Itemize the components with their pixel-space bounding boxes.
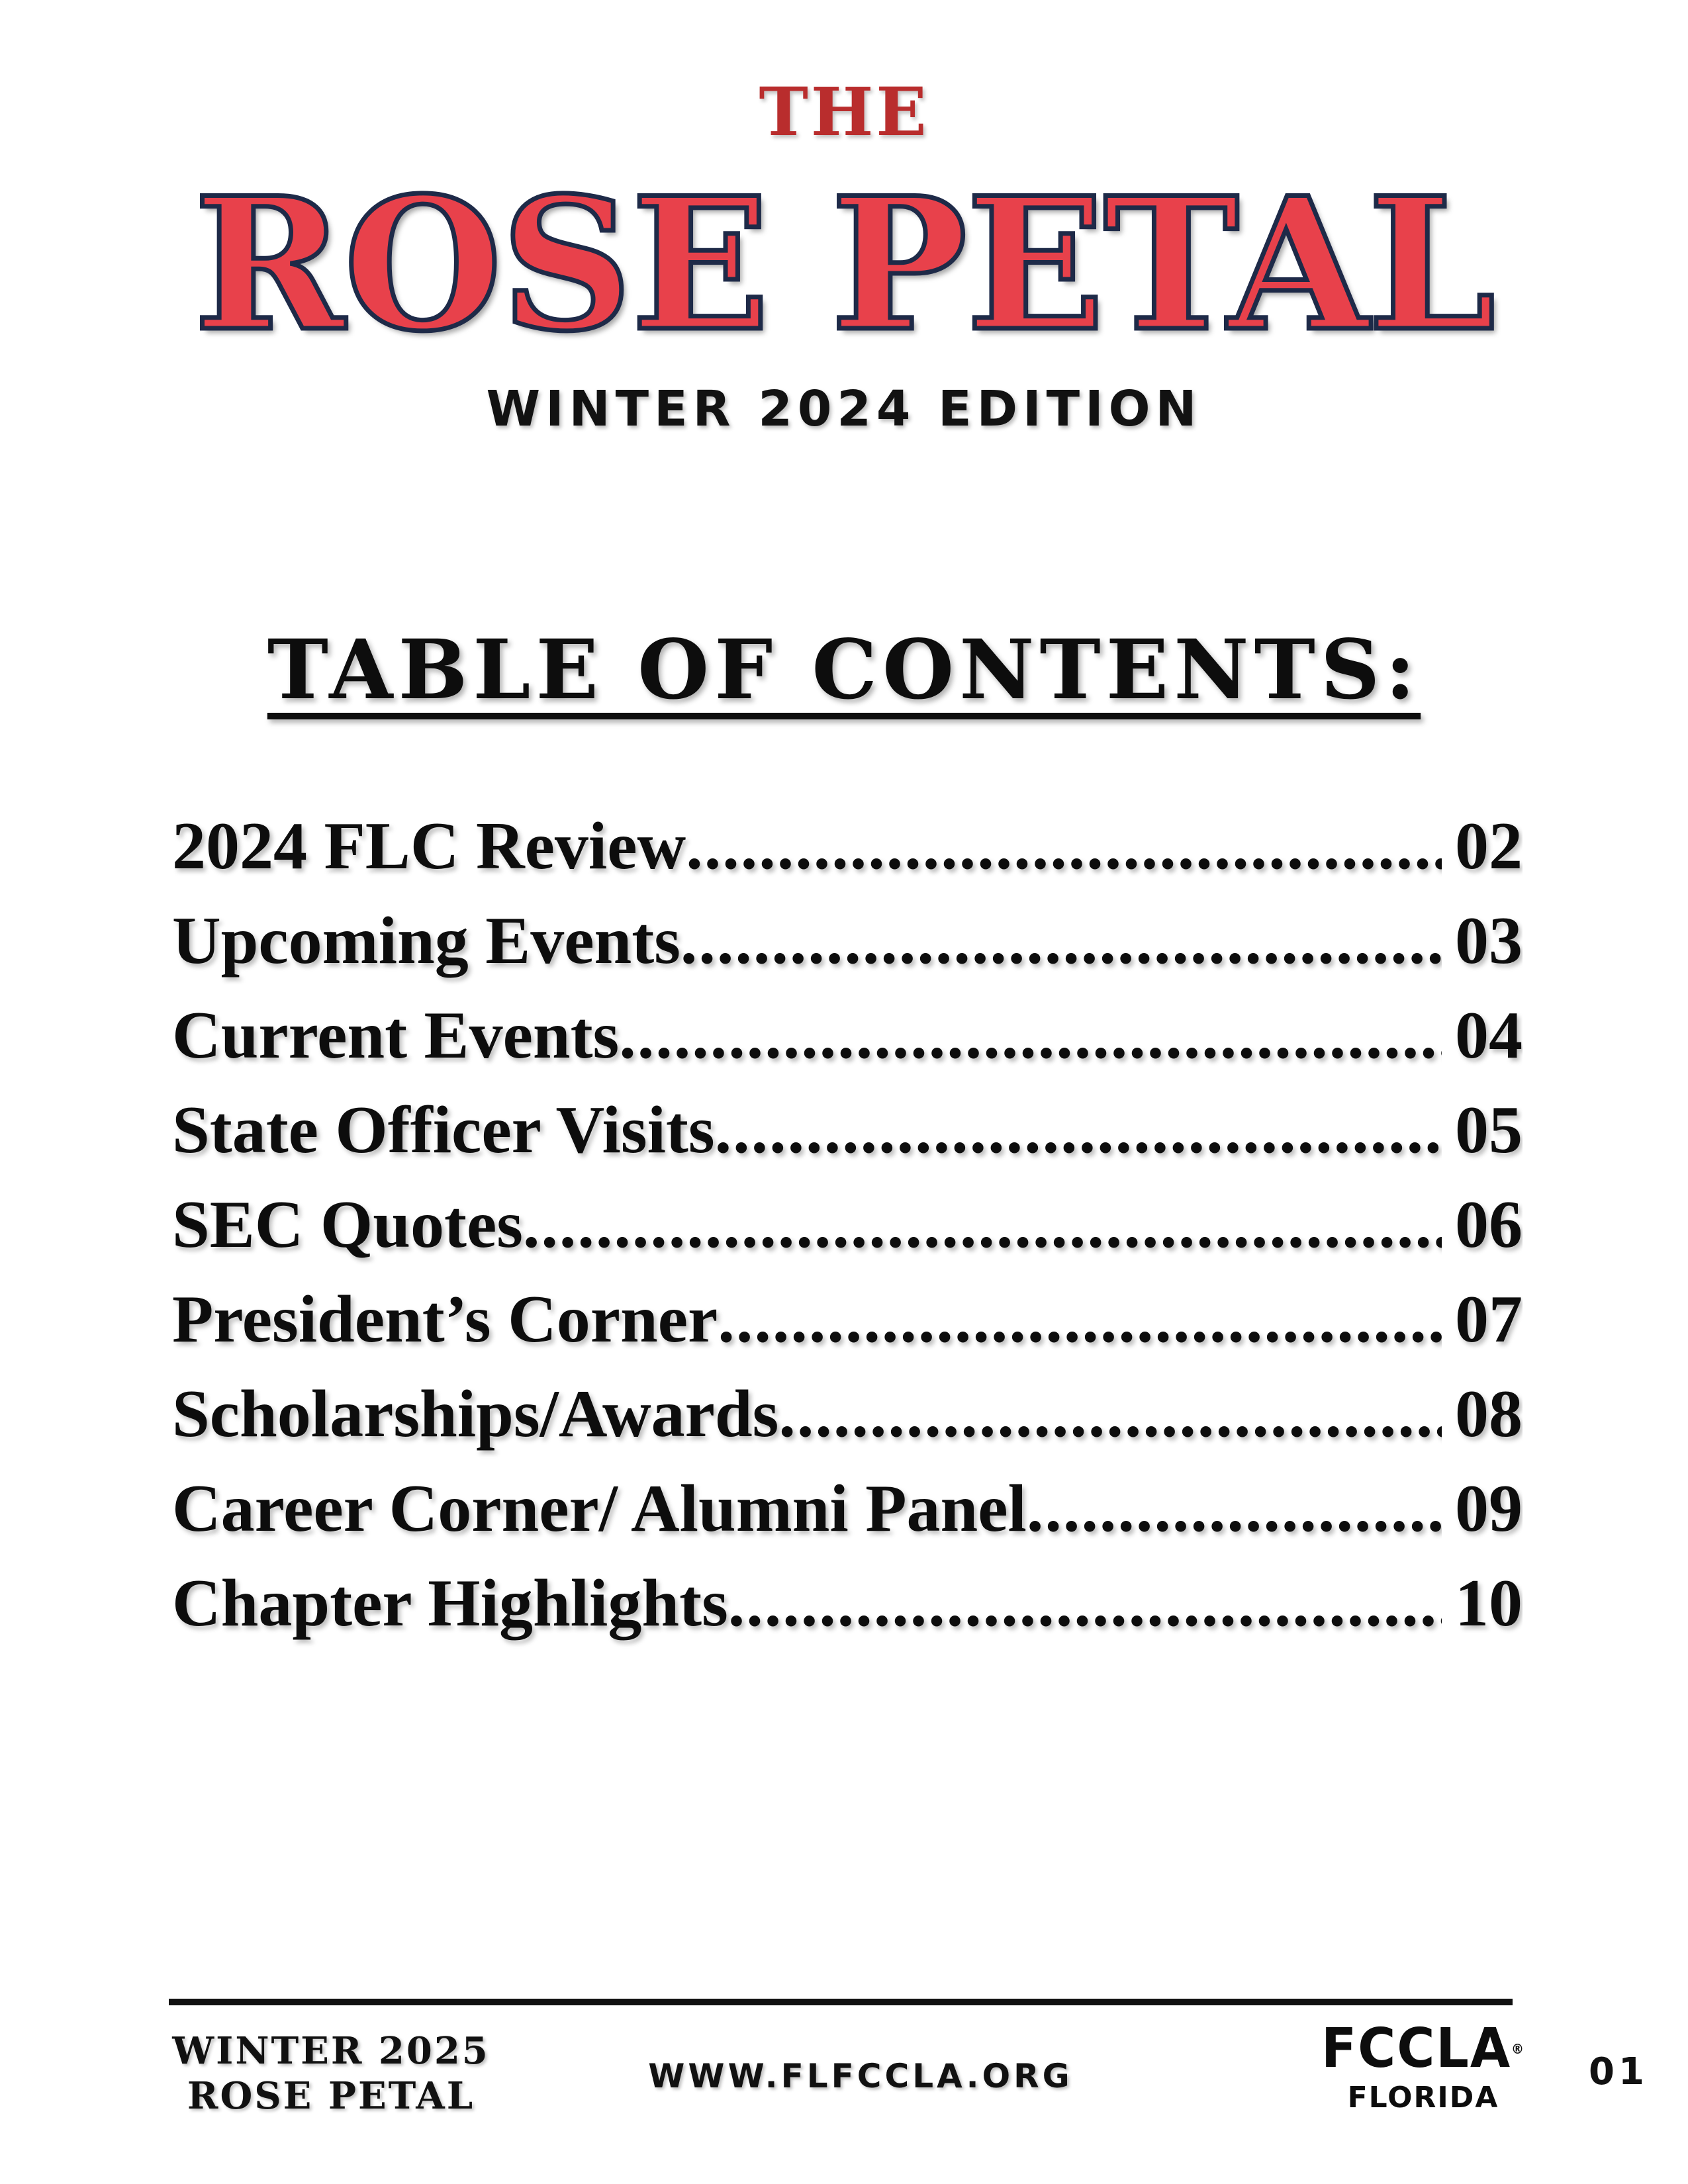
dot-leader	[728, 1565, 1442, 1642]
toc-entry-chapter-highlights[interactable]	[172, 1565, 1523, 1659]
toc-entry-state-officer-visits[interactable]	[172, 1091, 1523, 1186]
toc-entry-page: 05	[1455, 1093, 1523, 1167]
dot-leader	[686, 807, 1442, 885]
toc-entry-current-events[interactable]	[172, 997, 1523, 1091]
toc-entry-page: 06	[1455, 1187, 1523, 1262]
toc-entry-label: 2024 FLC Review	[172, 809, 686, 884]
toc-entry-page: 04	[1455, 998, 1523, 1073]
registered-mark: ®	[1511, 2041, 1525, 2057]
dot-leader	[619, 997, 1442, 1074]
page-number: 01	[1589, 2050, 1648, 2093]
toc-entry-label: Current Events	[172, 998, 620, 1073]
toc-heading-text: TABLE OF CONTENTS:	[267, 622, 1421, 718]
toc-entry-upcoming-events[interactable]	[172, 902, 1523, 997]
toc-entry-career-corner[interactable]	[172, 1470, 1523, 1565]
footer-divider	[169, 1999, 1513, 2005]
dot-leader	[1027, 1470, 1442, 1547]
toc-entry-page: 09	[1455, 1471, 1523, 1546]
dot-leader	[778, 1375, 1442, 1453]
toc-entry-label: Chapter Highlights	[172, 1566, 728, 1641]
footer-website-link[interactable]: WWW.FLFCCLA.ORG	[648, 2057, 1073, 2095]
toc-entry-presidents-corner[interactable]	[172, 1281, 1523, 1375]
dot-leader	[680, 902, 1442, 979]
toc-entry-label: Upcoming Events	[172, 903, 680, 978]
toc-entry-page: 07	[1455, 1282, 1523, 1357]
toc-entry-page: 08	[1455, 1377, 1523, 1451]
masthead-the: THE	[759, 73, 929, 151]
table-of-contents	[172, 807, 1523, 1659]
toc-entry-label: Career Corner/ Alumni Panel	[172, 1471, 1027, 1546]
toc-entry-label: Scholarships/Awards	[172, 1377, 779, 1451]
toc-entry-page: 10	[1455, 1566, 1523, 1641]
footer-issue	[165, 2028, 496, 2118]
logo-brand	[1319, 2019, 1527, 2079]
footer-issue-line1: WINTER 2025	[172, 2029, 490, 2073]
dot-leader	[523, 1186, 1442, 1263]
toc-entry-flc-review[interactable]	[172, 807, 1523, 902]
footer-issue-line2: ROSE PETAL	[187, 2074, 475, 2118]
toc-entry-scholarships-awards[interactable]	[172, 1375, 1523, 1470]
toc-entry-label: President’s Corner	[172, 1282, 718, 1357]
toc-entry-sec-quotes[interactable]	[172, 1186, 1523, 1281]
toc-entry-label: State Officer Visits	[172, 1093, 715, 1167]
dot-leader	[715, 1091, 1442, 1169]
toc-entry-page: 02	[1455, 809, 1523, 884]
toc-entry-page: 03	[1455, 903, 1523, 978]
logo-state: FLORIDA	[1347, 2081, 1499, 2115]
fccla-florida-logo	[1314, 2019, 1532, 2116]
edition-subtitle: WINTER 2024 EDITION	[486, 381, 1202, 437]
logo-brand-text: FCCLA	[1321, 2017, 1512, 2080]
masthead-title: ROSE PETAL	[193, 158, 1495, 371]
dot-leader	[718, 1281, 1442, 1358]
toc-entry-label: SEC Quotes	[172, 1187, 523, 1262]
toc-heading	[0, 622, 1688, 718]
